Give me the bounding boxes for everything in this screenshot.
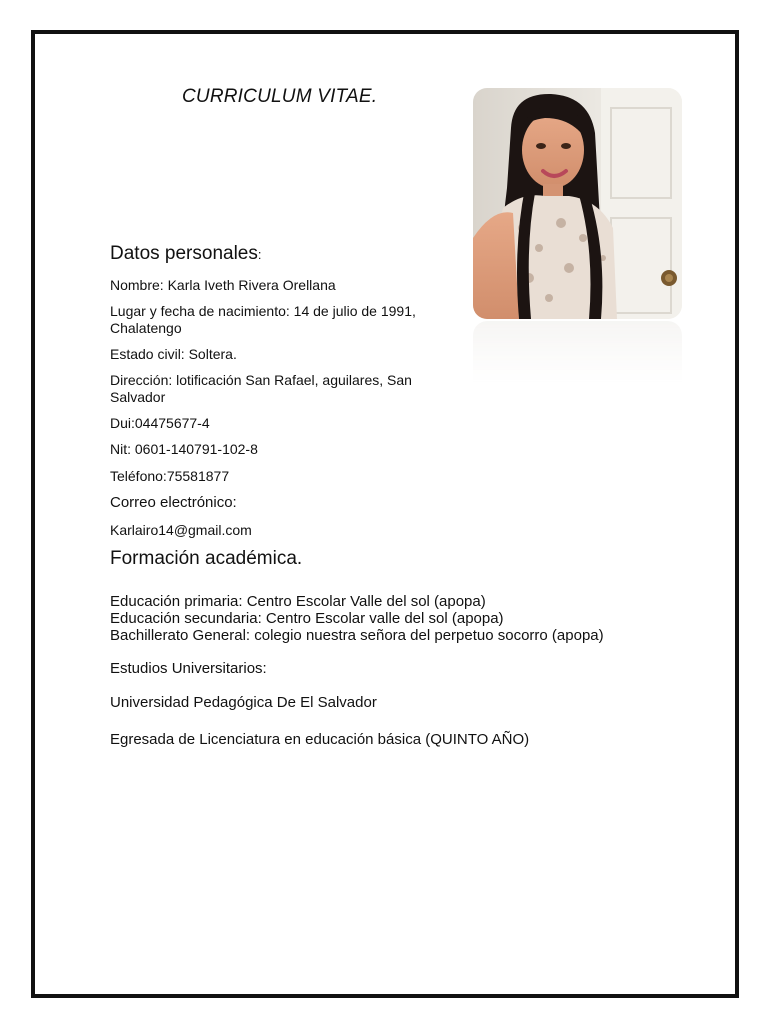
universidad-line: Universidad Pedagógica De El Salvador [110, 694, 377, 711]
primaria-line: Educación primaria: Centro Escolar Valle del sol (apopa) [110, 593, 486, 610]
nit-line: Nit: 0601-140791-102-8 [110, 441, 258, 457]
education-list [110, 593, 604, 644]
bachillerato-line: Bachillerato General: colegio nuestra señora del perpetuo socorro (apopa) [110, 627, 604, 644]
personal-data-heading-text: Datos personales [110, 243, 258, 264]
direccion-line: Dirección: lotificación San Rafael, aguilares, San Salvador [110, 372, 412, 405]
personal-data-heading-colon: : [257, 247, 262, 262]
correo-value: Karlairo14@gmail.com [110, 522, 252, 538]
personal-data-heading [110, 243, 262, 265]
nacimiento-line: Lugar y fecha de nacimiento: 14 de julio de 1991, Chalatengo [110, 303, 416, 336]
universitarios-label: Estudios Universitarios: [110, 660, 267, 677]
document-title: CURRICULUM VITAE. [182, 86, 378, 107]
egresada-line: Egresada de Licenciatura en educación básica (QUINTO AÑO) [110, 731, 530, 748]
correo-label: Correo electrónico: [110, 494, 237, 511]
profile-photo [473, 88, 682, 319]
estado-civil-line: Estado civil: Soltera. [110, 346, 237, 362]
dui-line: Dui:04475677-4 [110, 415, 210, 431]
nombre-line: Nombre: Karla Iveth Rivera Orellana [110, 277, 336, 293]
telefono-line: Teléfono:75581877 [110, 468, 230, 484]
secundaria-line: Educación secundaria: Centro Escolar valle del sol (apopa) [110, 610, 504, 627]
education-heading: Formación académica. [110, 548, 303, 569]
profile-photo-reflection [473, 321, 682, 383]
